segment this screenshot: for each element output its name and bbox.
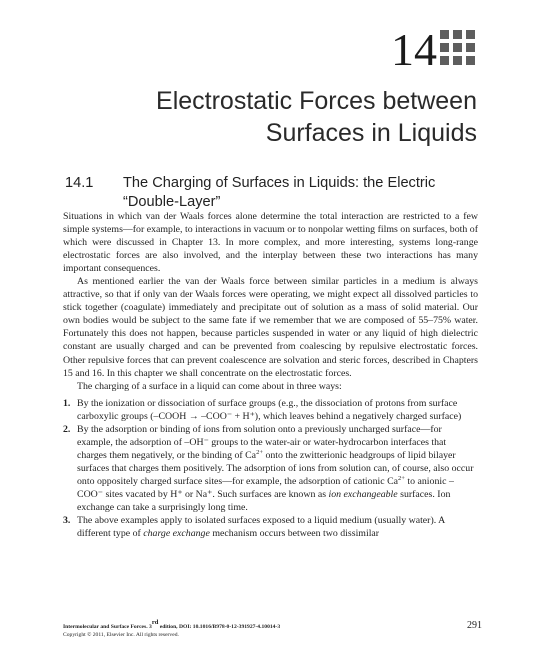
footer-copyright: Copyright © 2011, Elsevier Inc. All rights reserved. [63,632,179,638]
list-item [63,514,478,540]
paragraph: Situations in which van der Waals forces alone determine the total interaction are restricted to a few simple systems—for example, to interactions in vacuum or to nonpolar wetting films on surfaces, both of which were discussed in Chapter 13. In more complex, and more interesting, systems long-range electrostatic forces are also involved, and the interplay between these two interactions has many important consequences. [63,211,478,275]
list-item-number: 1. [63,397,71,409]
list-item-number: 2. [63,423,71,435]
list-item-number: 3. [63,515,71,527]
section-title: The Charging of Surfaces in Liquids: the Electric “Double-Layer” [123,175,436,210]
list-item-text: The above examples apply to isolated surfaces exposed to a liquid medium (usually water). A different type of [77,515,445,540]
section-heading [65,174,485,212]
page-number: 291 [467,620,482,631]
superscript: 2+ [398,474,405,482]
dot [466,30,475,39]
list-item-text: mechanism occurs between two dissimilar [209,528,380,540]
emphasis: charge exchange [143,528,210,540]
list-item [63,423,478,514]
citation-text: Intermolecular and Surface Forces. 3 [63,624,152,630]
footer-citation [63,619,478,631]
page-footer [63,619,478,639]
list-item-text: surfaces. Ion exchange can take a surprisingly long time. [77,488,451,514]
chapter-number: 14 [391,24,437,75]
emphasis: ion exchangeable [328,488,398,500]
citation-doi: edition, DOI: 10.1016/B978-0-12-391927-4.10014-3 [158,624,281,630]
dot [453,56,462,65]
paragraph: The charging of a surface in a liquid can come about in three ways: [77,380,342,392]
chapter-title [57,85,477,149]
list-item [63,397,478,423]
list-item-text: By the ionization or dissociation of surface groups (e.g., the dissociation of protons from surface carboxylic groups (–COOH → –COO⁻ + H⁺), which leaves behind a negatively charged surface) [77,397,462,422]
chapter-title-line1: Electrostatic Forces between [156,87,477,115]
dot [453,43,462,52]
body-text [63,210,478,540]
paragraph: As mentioned earlier the van der Waals force between similar particles in a medium is always attractive, so that if only van der Waals forces were operating, we might expect all dissolved particles to stick together (coagulate) immediately and precipitate out of solution as a mass of solid material. Our own bodies would be subject to the same fate if we remember that we are composed of 55–75% water. Fortunately this does not happen, because particles suspended in water or any liquid of high dielectric constant are usually charged and can be prevented from coalescing by repulsive electrostatic forces. Other repulsive forces that can prevent coalescence are solvation and steric forces, described in Chapters 15 and 16. In this chapter we shall concentrate on the electrostatic forces. [63,276,478,379]
dot [440,56,449,65]
list-item-text: By the adsorption or binding of ions from solution onto a previously uncharged surface—for example, the adsorption of –OH⁻ groups to the water-air or water-hydrocarbon interfaces that charges them negatively, or the binding of Ca [77,423,447,461]
chapter-title-line2: Surfaces in Liquids [265,119,477,147]
dot [440,43,449,52]
charging-mechanisms-list [63,397,478,541]
chapter-dots-ornament [440,30,475,65]
list-item-text: to anionic –COO⁻ sites vacated by H⁺ or Na⁺. Such surfaces are known as [77,475,454,500]
dot [453,30,462,39]
dot [440,30,449,39]
list-item-text: onto the zwitterionic headgroups of lipid bilayer surfaces that charges them positively. The adsorption of ions from solution can, of course, also occur onto oppositely charged surface sites—for example, the adsorption of cationic Ca [77,449,474,487]
superscript: 2+ [256,448,263,456]
citation-superscript: rd [151,619,159,626]
section-number: 14.1 [65,175,94,191]
dot [466,43,475,52]
dot [466,56,475,65]
